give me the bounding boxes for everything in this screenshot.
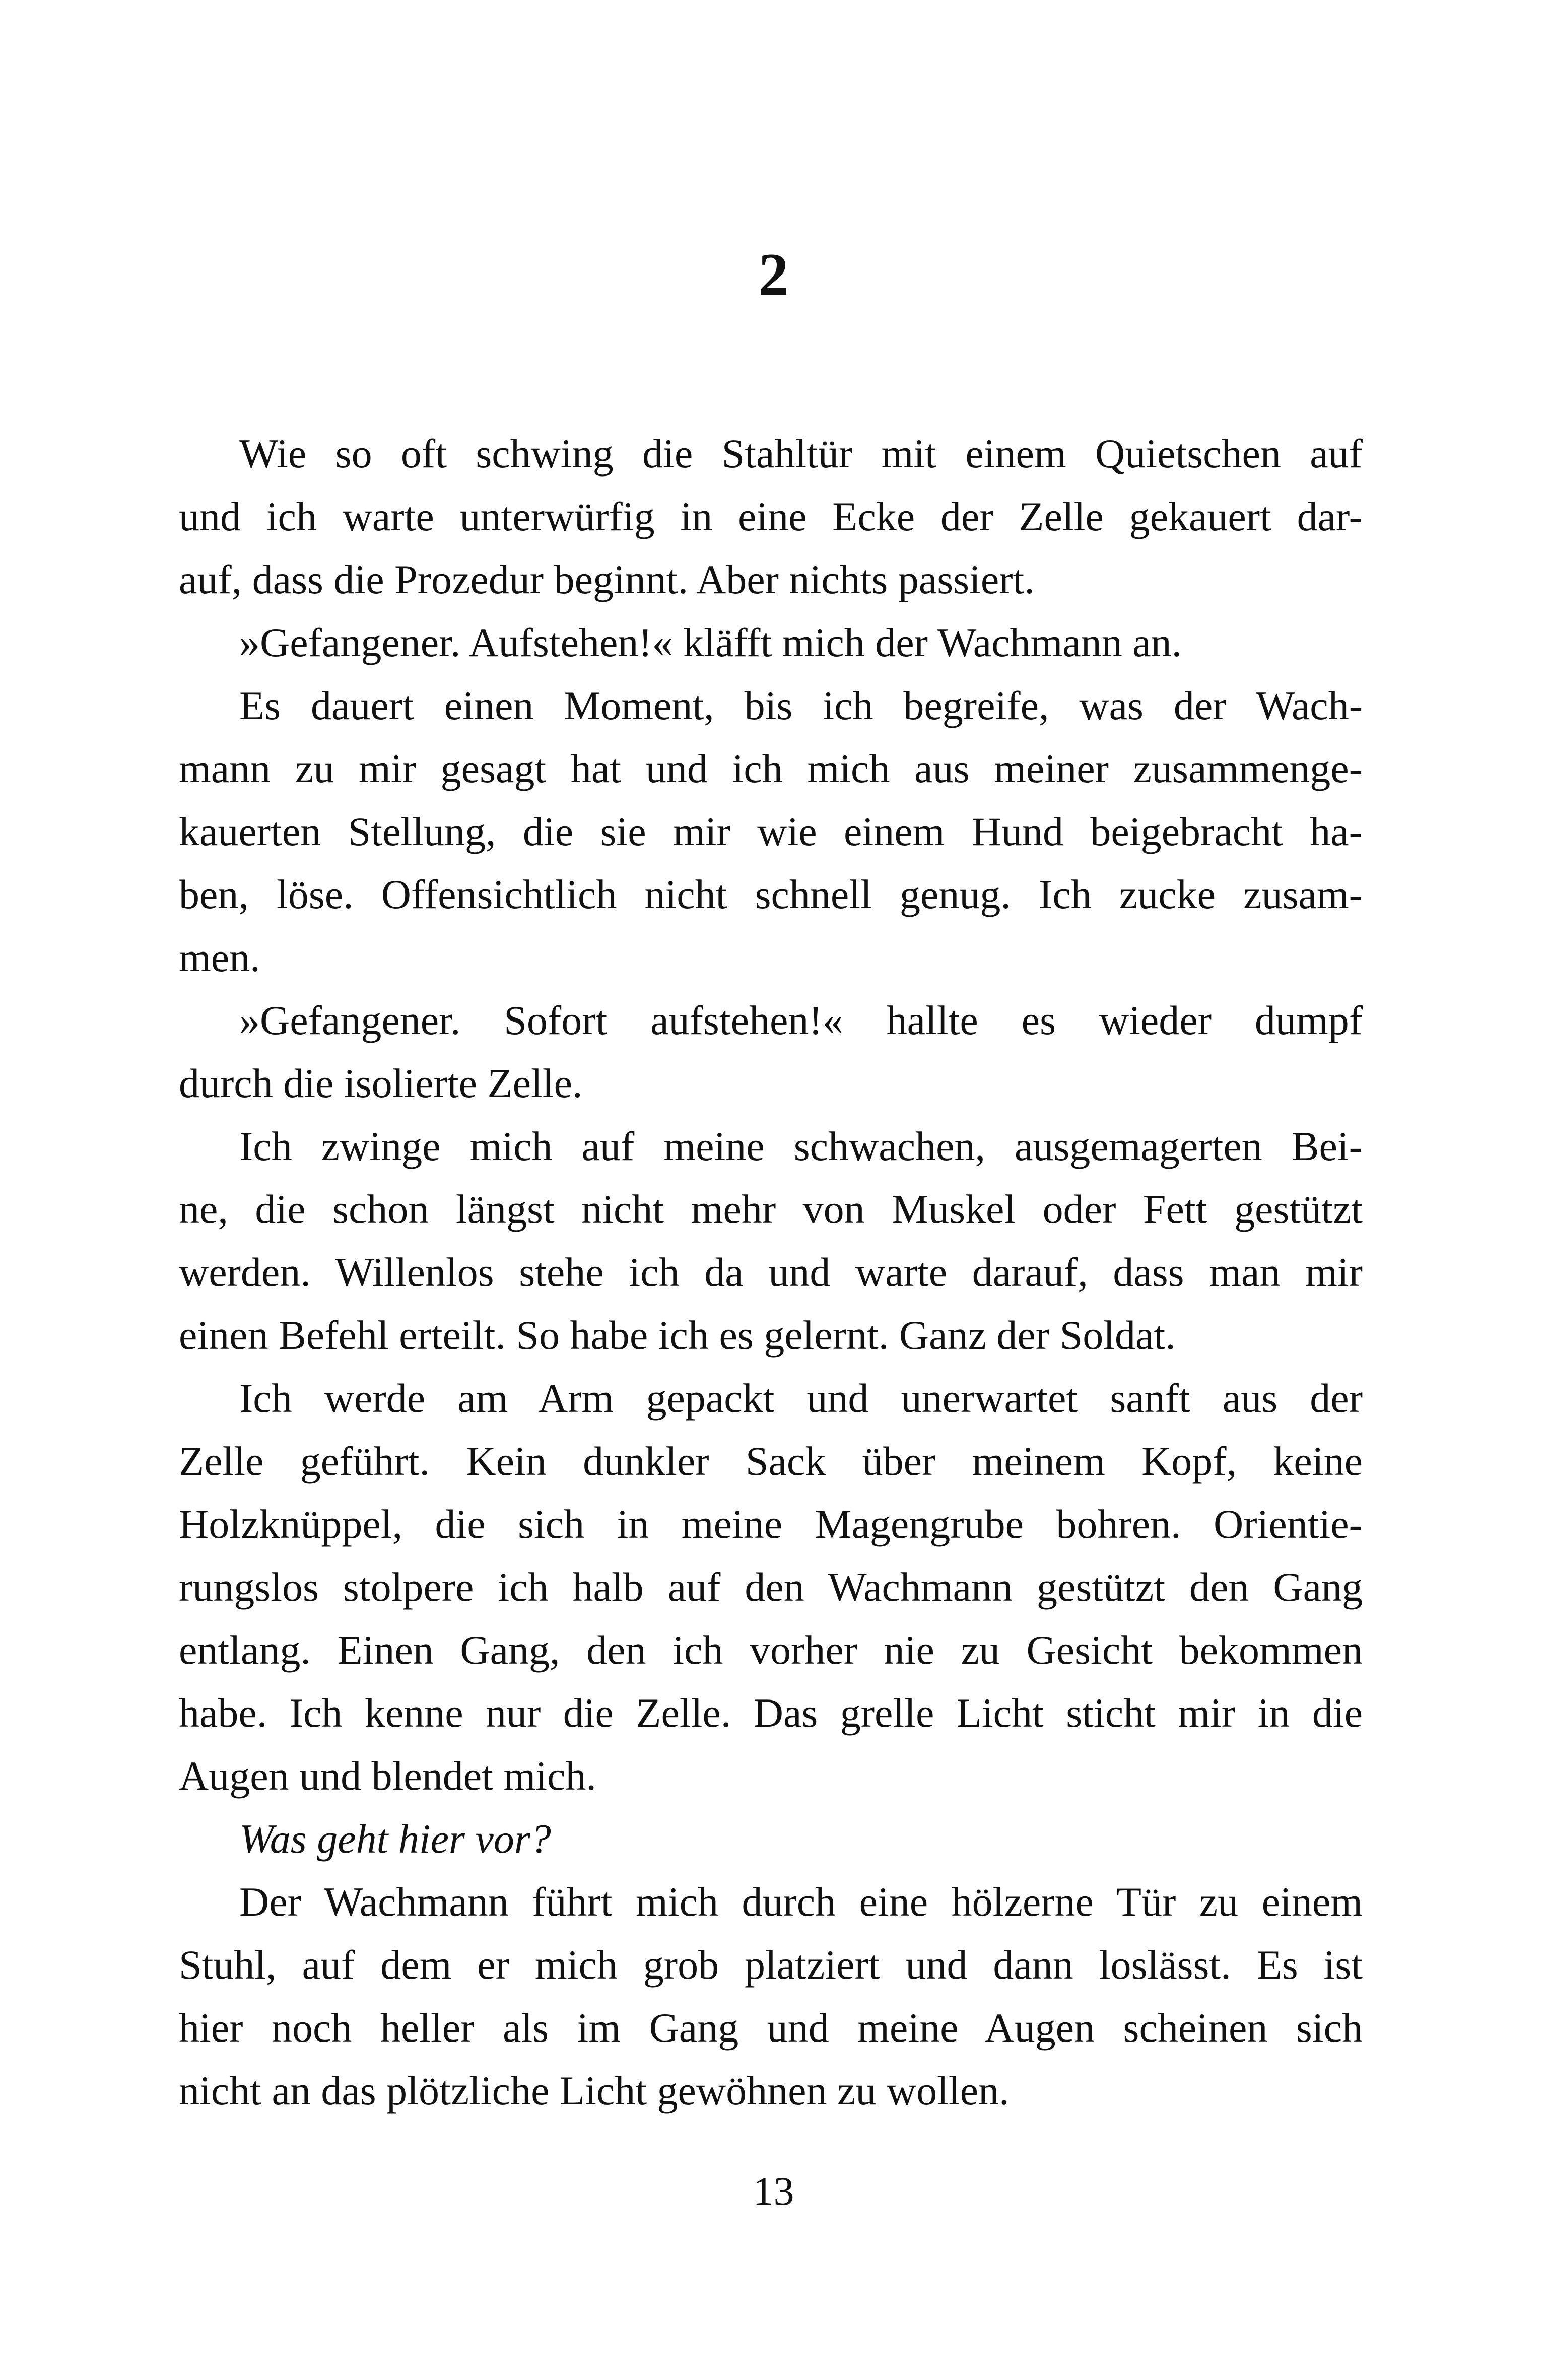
text-line: »Gefangener. Sofort aufstehen!« hallte es wieder dumpf xyxy=(239,997,1363,1043)
text-line: Holzknüppel, die sich in meine Magengrube bohren. Orientie- xyxy=(179,1501,1363,1547)
text-line: und ich warte unterwürfig in eine Ecke der Zelle gekauert dar- xyxy=(179,494,1363,539)
page-number: 13 xyxy=(753,2168,794,2214)
paragraph xyxy=(179,611,1363,674)
text-line: Augen und blendet mich. xyxy=(179,1753,596,1799)
text-line: men. xyxy=(179,934,260,980)
text-line: Ich zwinge mich auf meine schwachen, ausgemagerten Bei- xyxy=(239,1123,1363,1169)
text-line: nicht an das plötzliche Licht gewöhnen zu wollen. xyxy=(179,2068,1010,2114)
text-line: durch die isolierte Zelle. xyxy=(179,1060,583,1106)
text-line: hier noch heller als im Gang und meine Augen scheinen sich xyxy=(179,2005,1363,2051)
text-line: werden. Willenlos stehe ich da und warte darauf, dass man mir xyxy=(179,1249,1363,1295)
text-line: Der Wachmann führt mich durch eine hölzerne Tür zu einem xyxy=(239,1879,1363,1925)
paragraph xyxy=(179,1115,1363,1367)
paragraph xyxy=(179,422,1363,611)
chapter-body-text xyxy=(179,422,1363,2122)
text-line: einen Befehl erteilt. So habe ich es gelernt. Ganz der Soldat. xyxy=(179,1312,1176,1358)
text-line: Zelle geführt. Kein dunkler Sack über meinem Kopf, keine xyxy=(179,1438,1363,1484)
text-line: auf, dass die Prozedur beginnt. Aber nichts passiert. xyxy=(179,557,1035,602)
paragraph-italic-thought xyxy=(179,1807,1363,1870)
paragraph xyxy=(179,1367,1363,1807)
text-line: Es dauert einen Moment, bis ich begreife, was der Wach- xyxy=(239,683,1363,728)
text-line: kauerten Stellung, die sie mir wie einem Hund beigebracht ha- xyxy=(179,808,1363,854)
paragraph xyxy=(179,989,1363,1115)
paragraph xyxy=(179,674,1363,989)
chapter-number: 2 xyxy=(758,241,789,308)
text-line: Was geht hier vor? xyxy=(239,1816,551,1862)
paragraph xyxy=(179,1870,1363,2122)
text-line: »Gefangener. Aufstehen!« kläfft mich der Wachmann an. xyxy=(239,620,1182,665)
text-line: entlang. Einen Gang, den ich vorher nie zu Gesicht bekommen xyxy=(179,1627,1363,1673)
text-line: Stuhl, auf dem er mich grob platziert und dann loslässt. Es ist xyxy=(179,1942,1363,1988)
text-line: Ich werde am Arm gepackt und unerwartet sanft aus der xyxy=(239,1375,1363,1421)
text-line: ben, löse. Offensichtlich nicht schnell genug. Ich zucke zusam- xyxy=(179,871,1363,917)
text-line: Wie so oft schwing die Stahltür mit einem Quietschen auf xyxy=(239,431,1363,477)
text-line: habe. Ich kenne nur die Zelle. Das grelle Licht sticht mir in die xyxy=(179,1690,1363,1736)
text-line: rungslos stolpere ich halb auf den Wachmann gestützt den Gang xyxy=(179,1564,1363,1610)
text-line: mann zu mir gesagt hat und ich mich aus meiner zusammenge- xyxy=(179,745,1363,791)
text-line: ne, die schon längst nicht mehr von Muskel oder Fett gestützt xyxy=(179,1186,1363,1232)
